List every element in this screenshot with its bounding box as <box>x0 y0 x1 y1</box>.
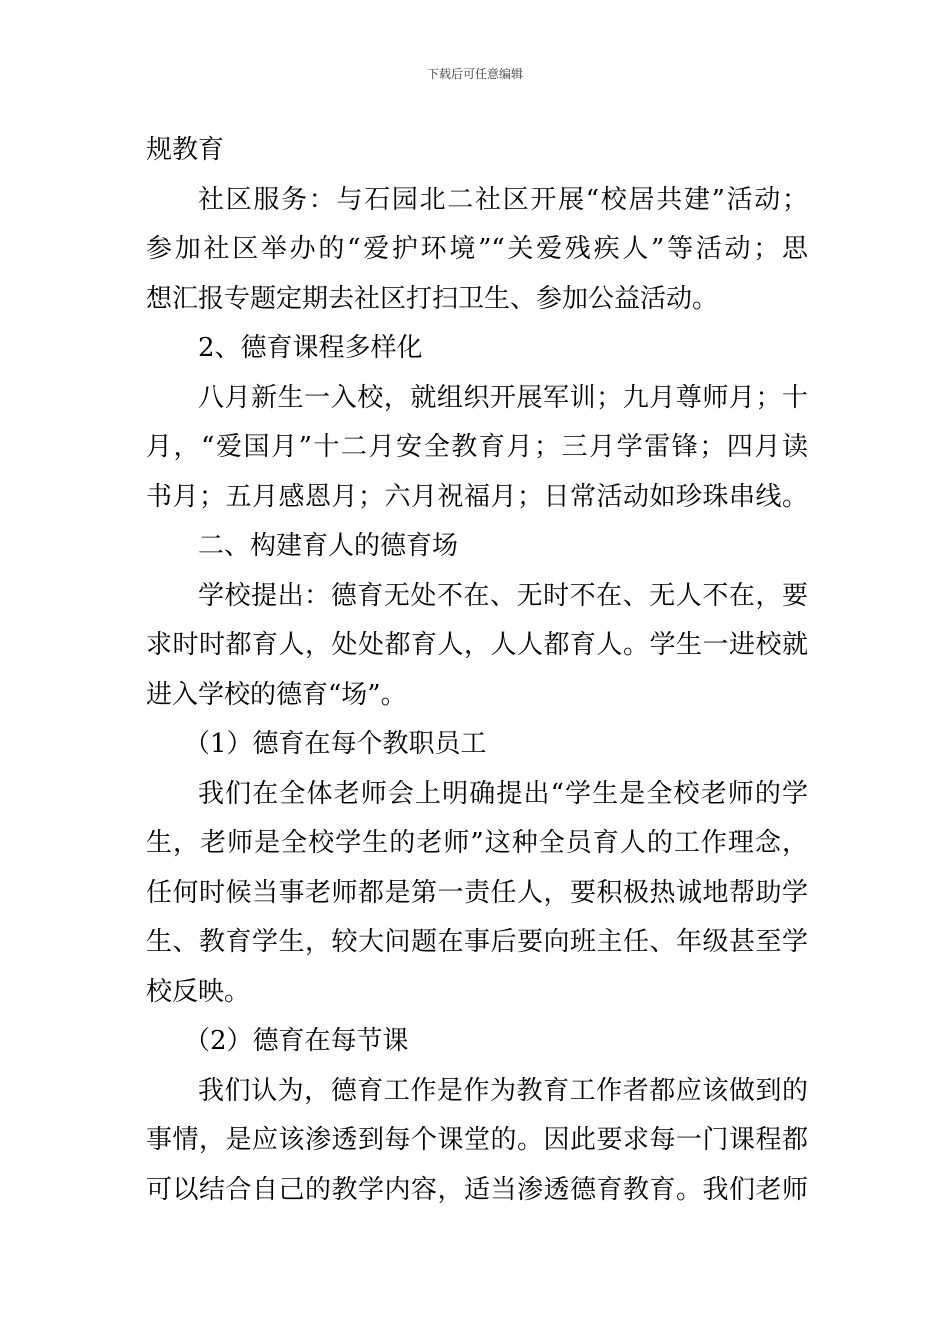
text-line-7: 月，“爱国月”十二月安全教育月；三月学雷锋；四月读 <box>146 432 808 462</box>
text-line-2: 社区服务：与石园北二社区开展“校居共建”活动； <box>198 184 808 215</box>
text-line-21: 事情，是应该渗透到每个课堂的。因此要求每一门课程都 <box>146 1125 808 1155</box>
text-line-22: 可以结合自己的教学内容，适当渗透德育教育。我们老师 <box>146 1174 808 1205</box>
text-line-15: 生，老师是全校学生的老师”这种全员育人的工作理念， <box>146 828 808 858</box>
text-line-17: 生、教育学生，较大问题在事后要向班主任、年级甚至学 <box>146 927 808 957</box>
text-line-18: 校反映。 <box>146 976 251 1007</box>
text-line-3: 参加社区举办的“爱护环境”“关爱残疾人”等活动；思 <box>146 234 808 264</box>
text-line-14: 我们在全体老师会上明确提出“学生是全校老师的学 <box>198 778 808 809</box>
text-line-16: 任何时候当事老师都是第一责任人，要积极热诚地帮助学 <box>146 877 808 908</box>
page-header: 下载后可任意编辑 <box>426 67 523 81</box>
subheading-2: （2）德育在每节课 <box>184 1026 409 1056</box>
text-line-10: 学校提出：德育无处不在、无时不在、无人不在，要 <box>198 580 808 611</box>
text-line-20: 我们认为，德育工作是作为教育工作者都应该做到的 <box>198 1075 808 1106</box>
section-heading-build: 二、构建育人的德育场 <box>198 531 459 561</box>
document-body <box>146 126 808 1215</box>
text-line-6: 八月新生一入校，就组织开展军训；九月尊师月；十 <box>198 382 808 413</box>
text-line-12: 进入学校的德育“场”。 <box>146 679 407 710</box>
text-line-11: 求时时都育人，处处都育人，人人都育人。学生一进校就 <box>146 630 808 660</box>
subheading-1: （1）德育在每个教职员工 <box>184 729 487 759</box>
text-line-4: 想汇报专题定期去社区打扫卫生、参加公益活动。 <box>146 283 719 314</box>
text-line-8: 书月；五月感恩月；六月祝福月；日常活动如珍珠串线。 <box>146 481 808 512</box>
section-heading-2: 2、德育课程多样化 <box>198 333 423 363</box>
text-line-1: 规教育 <box>146 135 225 165</box>
